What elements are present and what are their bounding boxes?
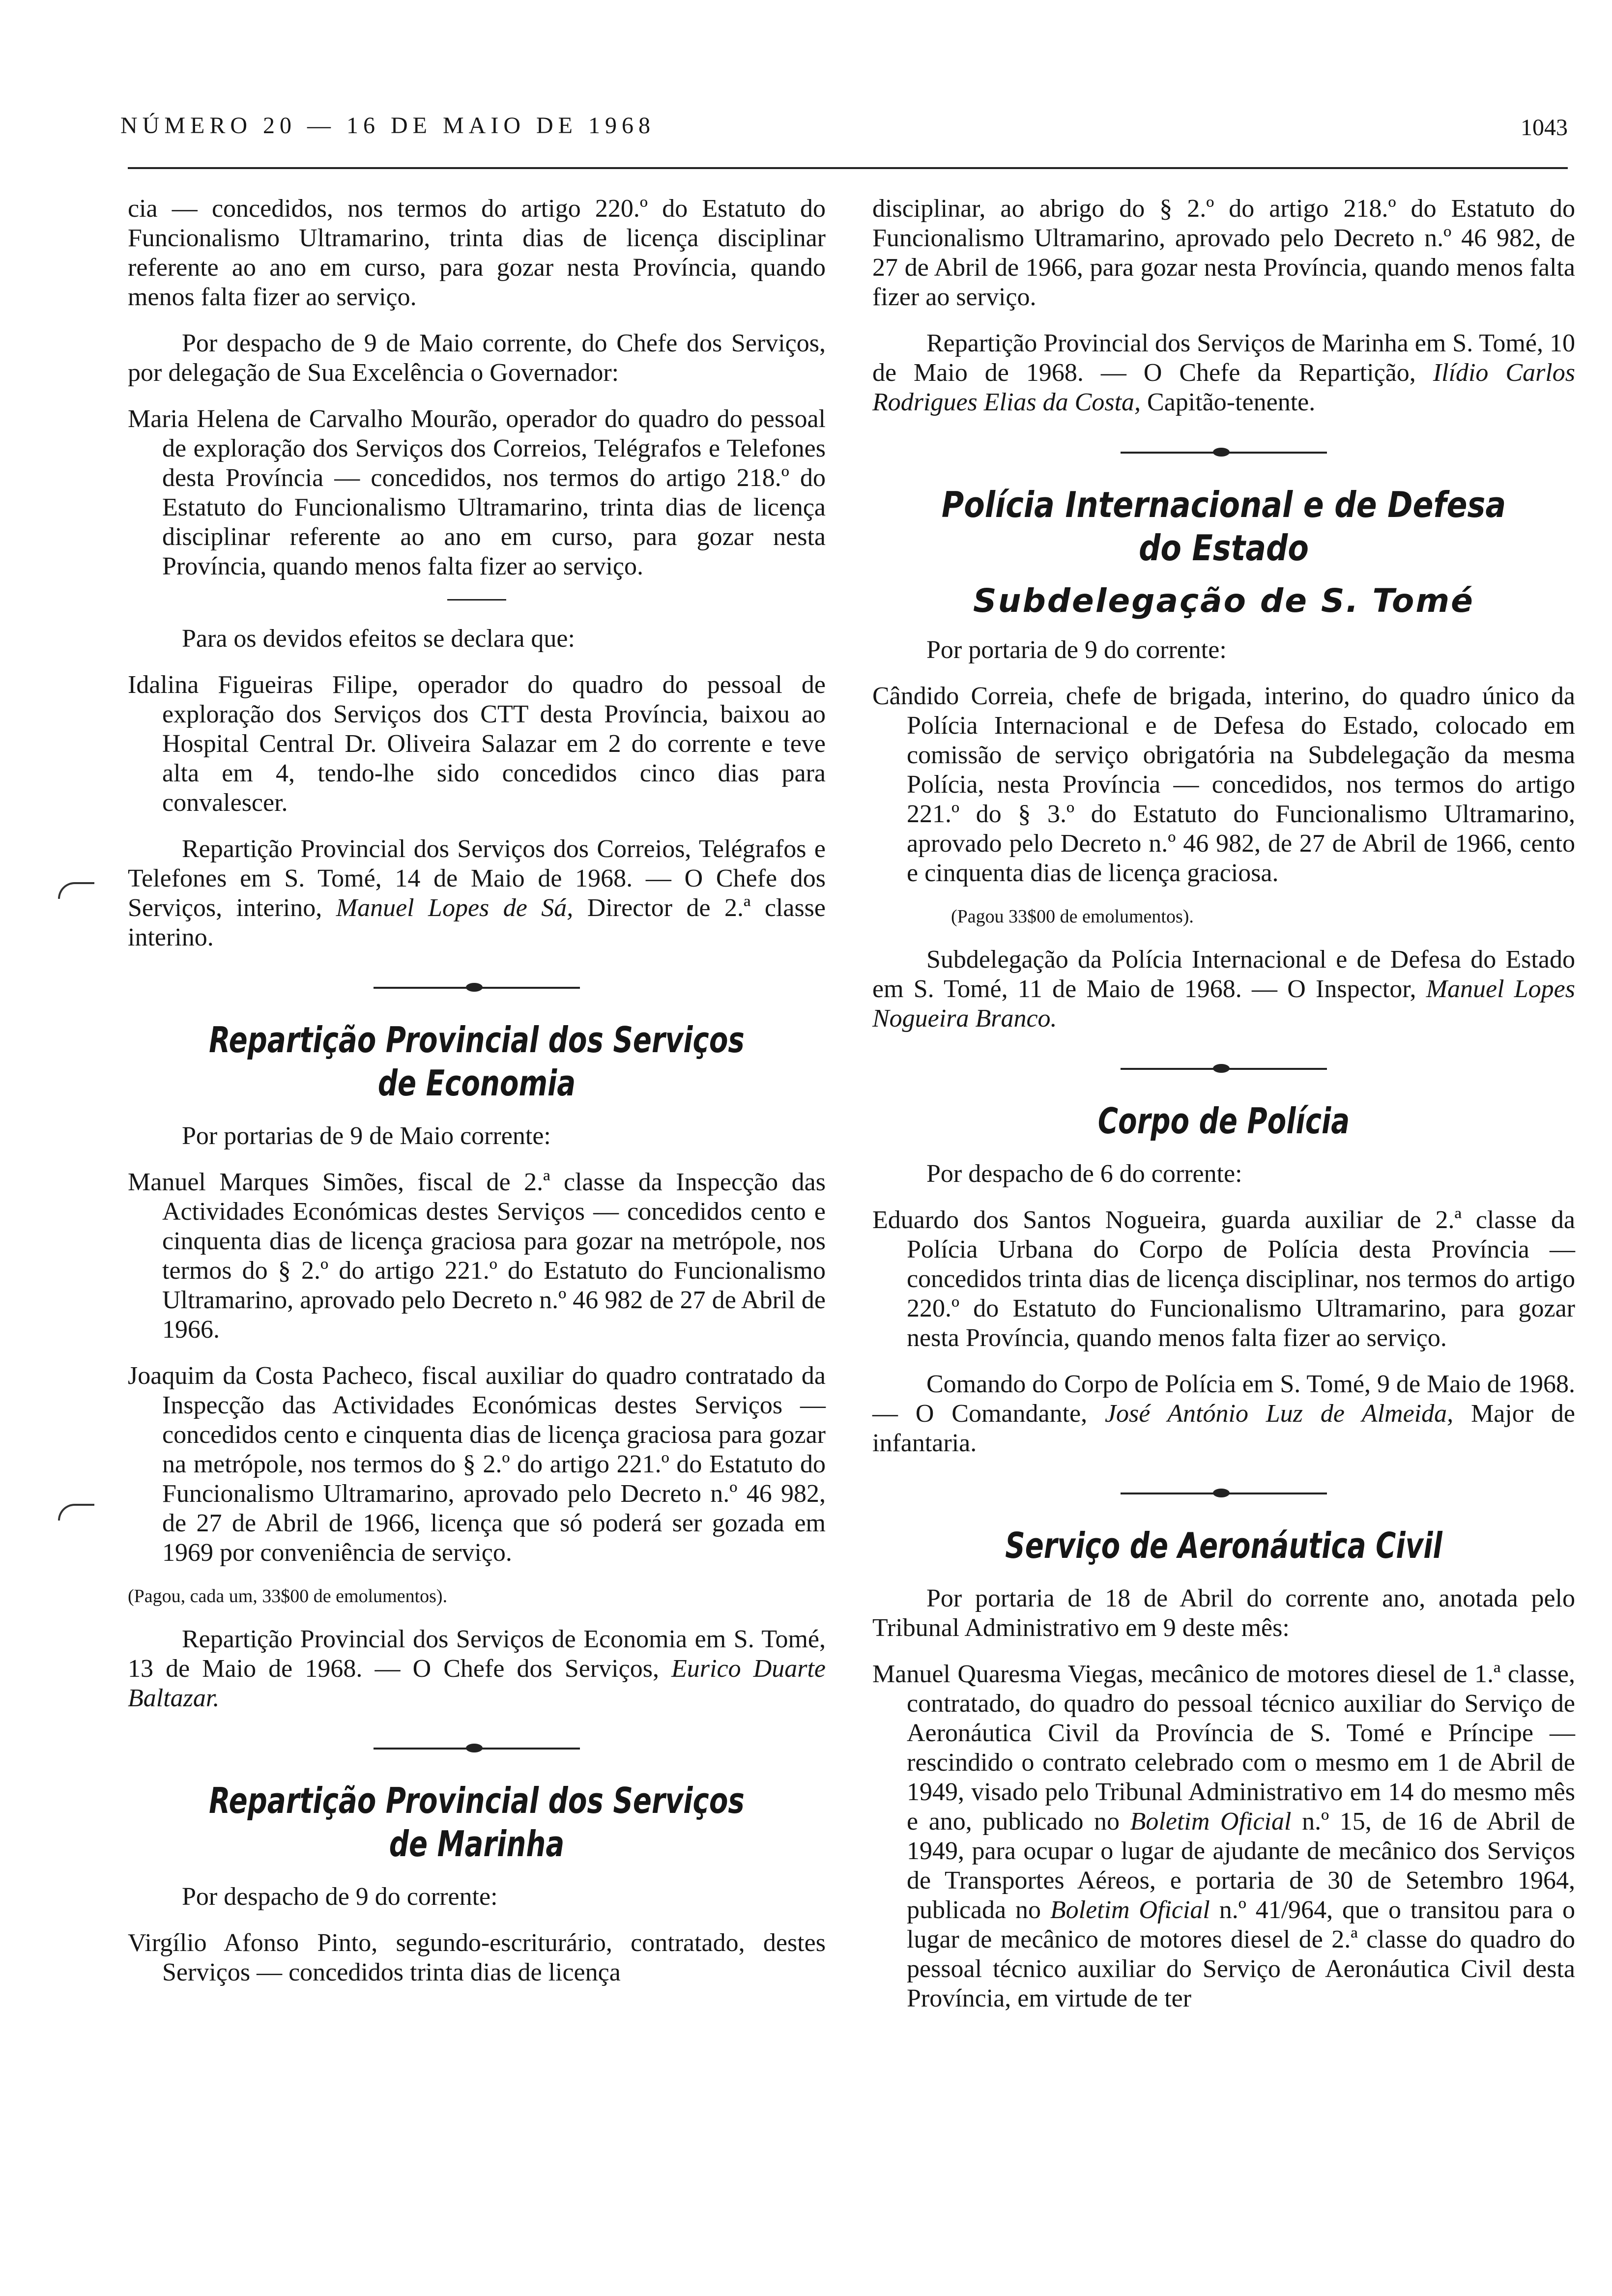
- text-run: Manuel Quaresma Viegas, mecânico de motores diesel de 1.ª classe, contratado, do quadro do pessoal técnico auxiliar do Serviço de Aeronáutica Civil da Província de S. Tomé e Príncipe — rescindido o contrato celebrado com o mesmo em 1 de Abril de 1949, visado pelo Tribunal Administrativo em 14 do mesmo mês e ano, publicado no: [872, 1660, 1575, 1836]
- section-divider: [374, 1748, 580, 1750]
- section-title-pide: Polícia Internacional e de Defesa do Estado: [941, 484, 1506, 569]
- section-title-line: Repartição Provincial dos Serviços: [209, 1780, 745, 1821]
- publication-name: Boletim Oficial: [1050, 1896, 1210, 1924]
- margin-mark: [58, 1504, 94, 1521]
- section-divider: [1121, 1492, 1327, 1494]
- signature-paragraph: [128, 1625, 826, 1713]
- left-column: [128, 194, 826, 2004]
- signature-tail: Director de 2.ª classe interino.: [128, 894, 826, 951]
- paragraph: Cândido Correia, chefe de brigada, interino, do quadro único da Polícia Internacional e de Defesa do Estado, colocado em comissão de serviço obrigatória na Subdelegação da mesma Polícia, nesta Província — concedidos, nos termos do artigo 221.º do § 3.º do Estatuto do Funcionalismo Ultramarino, aprovado pelo Decreto n.º 46 982, de 27 de Abril de 1966, cento e cinquenta dias de licença graciosa.: [872, 682, 1575, 887]
- paragraph: Por portarias de 9 de Maio corrente:: [182, 1122, 551, 1150]
- signature-paragraph: [872, 1370, 1575, 1458]
- section-title-line: de Marinha: [389, 1823, 565, 1865]
- signature-text: Subdelegação da Polícia Internacional e de Defesa do Estado em S. Tomé, 11 de Maio de 1968. — O Inspector,: [872, 946, 1575, 1003]
- paragraph: Para os devidos efeitos se declara que:: [182, 625, 575, 653]
- signature-paragraph: [872, 945, 1575, 1033]
- paragraph: Por despacho de 9 do corrente:: [182, 1883, 498, 1911]
- right-column: [872, 194, 1575, 2030]
- section-divider: [1121, 1068, 1327, 1070]
- signatory-name: Ilídio Carlos Rodrigues Elias da Costa,: [872, 359, 1575, 416]
- section-divider: [374, 987, 580, 989]
- fee-note: (Pagou, cada um, 33$00 de emolumentos).: [128, 1586, 448, 1607]
- text-run: n.º 41/964, que o transitou para o lugar de mecânico de motores diesel de 2.ª classe do quadro do pessoal técnico auxiliar do Serviço de Aeronáutica Civil desta Província, em virtude de ter: [907, 1896, 1575, 2012]
- section-subtitle: Subdelegação de S. Tomé: [973, 582, 1474, 620]
- section-title-line: de Economia: [377, 1062, 576, 1104]
- divider: [447, 599, 506, 601]
- signatory-name: José António Luz de Almeida,: [1104, 1400, 1454, 1428]
- signature-paragraph: [872, 329, 1575, 417]
- section-title-aeronautica: Serviço de Aeronáutica Civil: [1005, 1525, 1442, 1566]
- paragraph: Por portaria de 9 do corrente:: [926, 636, 1227, 664]
- signature-text: Repartição Provincial dos Serviços de Economia em S. Tomé, 13 de Maio de 1968. — O Chefe dos Serviços,: [128, 1625, 826, 1683]
- paragraph: cia — concedidos, nos termos do artigo 220.º do Estatuto do Funcionalismo Ultramarino, trinta dias de licença disciplinar referente ao ano em curso, para gozar nesta Província, quando menos falta fizer ao serviço.: [128, 195, 826, 311]
- paragraph: Eduardo dos Santos Nogueira, guarda auxiliar de 2.ª classe da Polícia Urbana do Corpo de Polícia desta Província — concedidos trinta dias de licença disciplinar, nos termos do artigo 220.º do Estatuto do Funcionalismo Ultramarino, para gozar nesta Província, quando menos falta fizer ao serviço.: [872, 1206, 1575, 1352]
- running-header: NÚMERO 20 — 16 DE MAIO DE 1968: [120, 113, 655, 139]
- paragraph: disciplinar, ao abrigo do § 2.º do artigo 218.º do Estatuto do Funcionalismo Ultramarino, aprovado pelo Decreto n.º 46 982, de 27 de Abril de 1966, para gozar nesta Província, quando menos falta fizer ao serviço.: [872, 195, 1575, 311]
- text-run: n.º 15, de 16 de Abril de 1949, para ocupar o lugar de ajudante de mecânico dos Serviços de Transportes Aéreos, e portaria de 30 de Setembro 1964, publicada no: [907, 1808, 1575, 1924]
- paragraph: Por portaria de 18 de Abril do corrente ano, anotada pelo Tribunal Administrativo em 9 deste mês:: [872, 1584, 1575, 1642]
- paragraph: Joaquim da Costa Pacheco, fiscal auxiliar do quadro contratado da Inspecção das Actividades Económicas destes Serviços — concedidos cento e cinquenta dias de licença graciosa para gozar na metrópole, nos termos do § 2.º do artigo 221.º do Estatuto do Funcionalismo Ultramarino, aprovado pelo Decreto n.º 46 982, de 27 de Abril de 1966, licença que só poderá ser gozada em 1969 por conveniência de serviço.: [128, 1362, 826, 1567]
- section-title-line: Repartição Provincial dos Serviços: [209, 1019, 745, 1061]
- paragraph: Idalina Figueiras Filipe, operador do quadro do pessoal de exploração dos Serviços dos CTT desta Província, baixou ao Hospital Central Dr. Oliveira Salazar em 2 do corrente e teve alta em 4, tendo-lhe sido concedidos cinco dias para convalescer.: [128, 671, 826, 817]
- paragraph: Manuel Marques Simões, fiscal de 2.ª classe da Inspecção das Actividades Económicas destes Serviços — concedidos cento e cinquenta dias de licença graciosa para gozar na metrópole, nos termos do § 2.º do artigo 221.º do Estatuto do Funcionalismo Ultramarino, aprovado pelo Decreto n.º 46 982 de 27 de Abril de 1966.: [128, 1168, 826, 1344]
- signature-text: Comando do Corpo de Polícia em S. Tomé, 9 de Maio de 1968. — O Comandante,: [872, 1370, 1575, 1428]
- paragraph: Por despacho de 9 de Maio corrente, do Chefe dos Serviços, por delegação de Sua Excelência o Governador:: [128, 329, 826, 387]
- section-title-marinha: [204, 1779, 749, 1866]
- signature-text: Repartição Provincial dos Serviços de Marinha em S. Tomé, 10 de Maio de 1968. — O Chefe da Repartição,: [872, 329, 1575, 387]
- paragraph: [872, 1660, 1575, 2013]
- section-title-economia: [204, 1018, 749, 1105]
- publication-name: Boletim Oficial: [1130, 1808, 1292, 1836]
- paragraph: Maria Helena de Carvalho Mourão, operador do quadro do pessoal de exploração dos Serviços dos Correios, Telégrafos e Telefones desta Província — concedidos, nos termos do artigo 218.º do Estatuto do Funcionalismo Ultramarino, trinta dias de licença disciplinar referente ao ano em curso, para gozar nesta Província, quando menos falta fizer ao serviço.: [128, 405, 826, 580]
- signatory-name: Manuel Lopes Nogueira Branco.: [872, 975, 1576, 1033]
- paragraph: Por despacho de 6 do corrente:: [926, 1160, 1242, 1188]
- fee-note: (Pagou 33$00 de emolumentos).: [951, 906, 1194, 927]
- signature-tail: Major de infantaria.: [872, 1400, 1576, 1457]
- signatory-name: Manuel Lopes de Sá,: [336, 894, 574, 922]
- signatory-name: Eurico Duarte Baltazar.: [128, 1655, 826, 1712]
- page-number: 1043: [1521, 115, 1568, 141]
- signature-text: Repartição Provincial dos Serviços dos Correios, Telégrafos e Telefones em S. Tomé, 14 de Maio de 1968. — O Chefe dos Serviços, interino,: [128, 835, 826, 922]
- signature-paragraph: [128, 834, 826, 952]
- margin-mark: [58, 882, 94, 899]
- header-rule: [128, 167, 1568, 169]
- signature-tail: Capitão-tenente.: [1141, 388, 1316, 416]
- section-title-corpo-policia: Corpo de Polícia: [1097, 1100, 1350, 1142]
- section-divider: [1121, 452, 1327, 454]
- paragraph: Virgílio Afonso Pinto, segundo-escriturário, contratado, destes Serviços — concedidos trinta dias de licença: [128, 1929, 826, 1986]
